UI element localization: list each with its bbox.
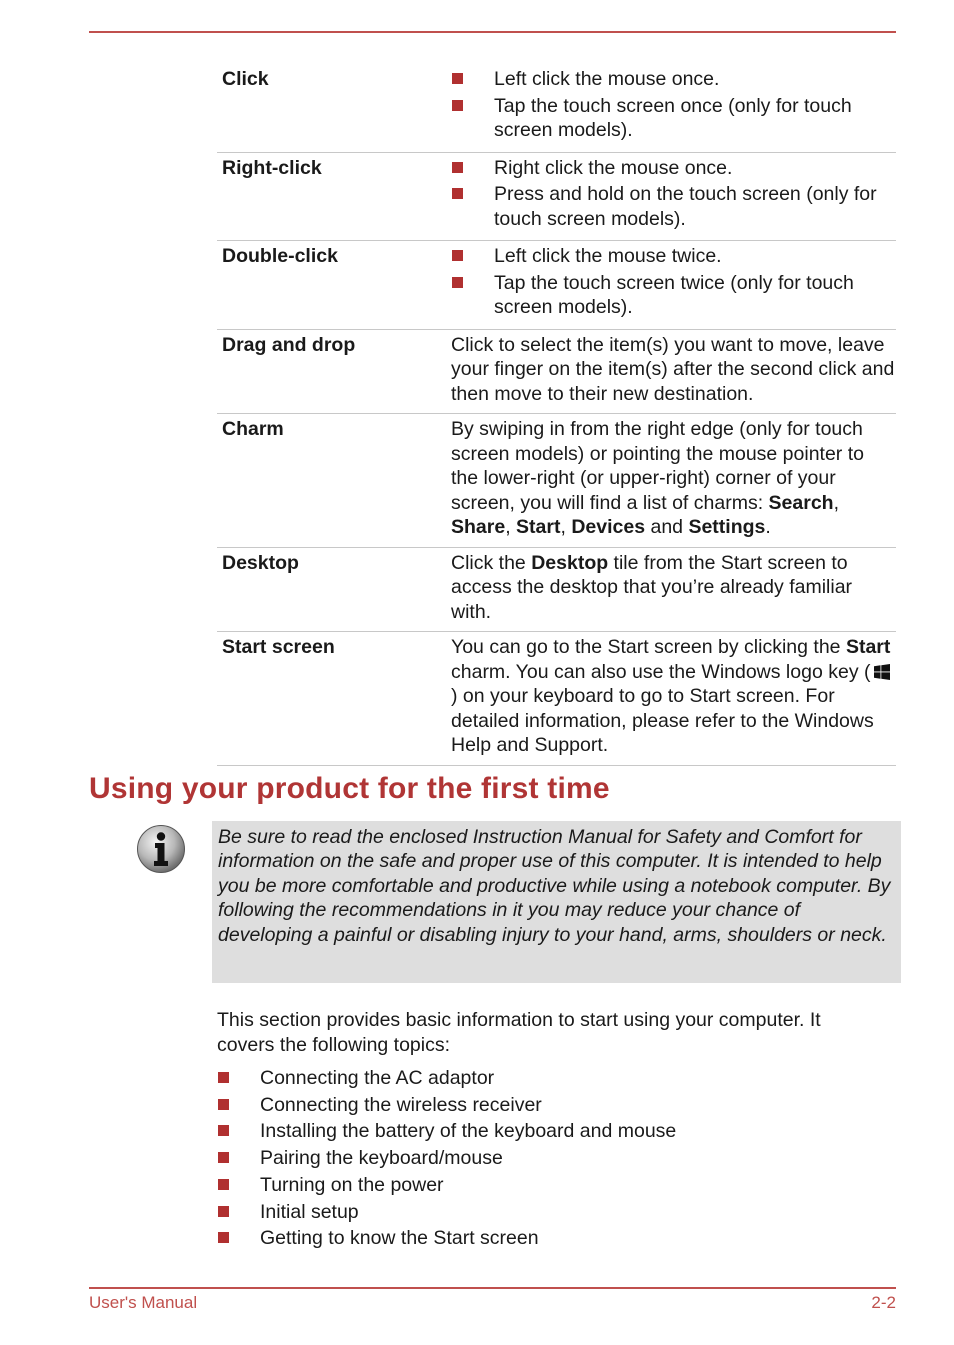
term-double-click: Double-click [222,245,338,267]
table-row [217,547,896,632]
desc-text: By swiping in from the right edge (only for touch screen models) or pointing the mouse pointer to the lower-right (or upper-right) corner of your screen, you will find a list of charms: [451,418,864,514]
list-item: Press and hold on the touch screen (only for touch screen models). [451,182,896,231]
desc-text: You can go to the Start screen by clicking the [451,636,846,658]
list-item: Getting to know the Start screen [217,1225,676,1252]
term-start-screen: Start screen [222,636,335,658]
desc-text: Click the [451,551,532,574]
charm-share: Share [451,516,506,538]
safety-note: Be sure to read the enclosed Instruction Manual for Safety and Comfort for information on the safe and proper use of this computer. It is intended to help you be more comfortable and productive while using a notebook computer. By following the recommendations in it you may reduce your chance of developing a painful or disabling injury to your hand, arms, shoulders or neck. [212,821,901,983]
list-item: Turning on the power [217,1172,676,1199]
charm-search: Search [768,491,834,514]
page-number: 2-2 [871,1293,896,1312]
header-rule [89,31,896,33]
desc-text: , [505,516,517,538]
table-row [217,152,896,241]
desc-text: and [645,516,689,538]
desc-charm [446,414,896,548]
charm-devices: Devices [571,516,646,538]
info-icon [136,824,186,874]
table-row [217,414,896,548]
desc-text: charm. You can also use the Windows logo key ( [451,660,871,683]
desc-text: , [560,516,572,538]
list-item: Right click the mouse once. [451,156,896,181]
list-item: Initial setup [217,1199,676,1226]
desc-double-click [446,241,896,330]
desc-drag-and-drop: Click to select the item(s) you want to move, leave your finger on the item(s) after the second click and then move to their new destination. [451,333,895,405]
windows-logo-icon [874,664,890,680]
term-charm: Charm [222,418,284,440]
list-item: Tap the touch screen once (only for touch screen models). [451,94,896,143]
section-title: Using your product for the first time [89,772,610,805]
footer-title: User's Manual [89,1293,198,1312]
intro-paragraph: This section provides basic information to start using your computer. It covers the following topics: [217,1009,821,1056]
charm-settings: Settings [688,516,766,538]
table-row [217,64,896,152]
desc-text: tile from the Start screen to access the desktop that you’re already familiar with. [451,551,853,623]
list-item: Connecting the wireless receiver [217,1092,676,1119]
table-row [217,632,896,766]
list-item: Connecting the AC adaptor [217,1065,676,1092]
list-item: Left click the mouse twice. [451,244,896,269]
desc-text: , [833,491,840,514]
list-item: Left click the mouse once. [451,67,896,92]
desc-text: . [765,516,771,538]
desc-click [446,64,896,152]
term-right-click: Right-click [222,156,322,179]
table-row [217,241,896,330]
table-row [217,329,896,414]
term-drag-and-drop: Drag and drop [222,333,356,356]
list-item: Pairing the keyboard/mouse [217,1145,676,1172]
topics-list [217,1065,676,1252]
term-click: Click [222,68,269,90]
desc-start-screen [446,632,896,766]
desc-desktop [446,547,896,632]
footer-rule [89,1287,896,1289]
list-item: Installing the battery of the keyboard and mouse [217,1118,676,1145]
gesture-table [217,64,896,766]
term-desktop: Desktop [222,551,299,574]
charm-start: Start [516,516,561,538]
desktop-keyword: Desktop [531,551,609,574]
list-item: Tap the touch screen twice (only for touch screen models). [451,271,896,320]
desc-text: ) on your keyboard to go to Start screen. For detailed information, please refer to the Windows Help and Support. [451,685,874,756]
start-keyword: Start [845,636,891,658]
desc-right-click [446,152,896,241]
